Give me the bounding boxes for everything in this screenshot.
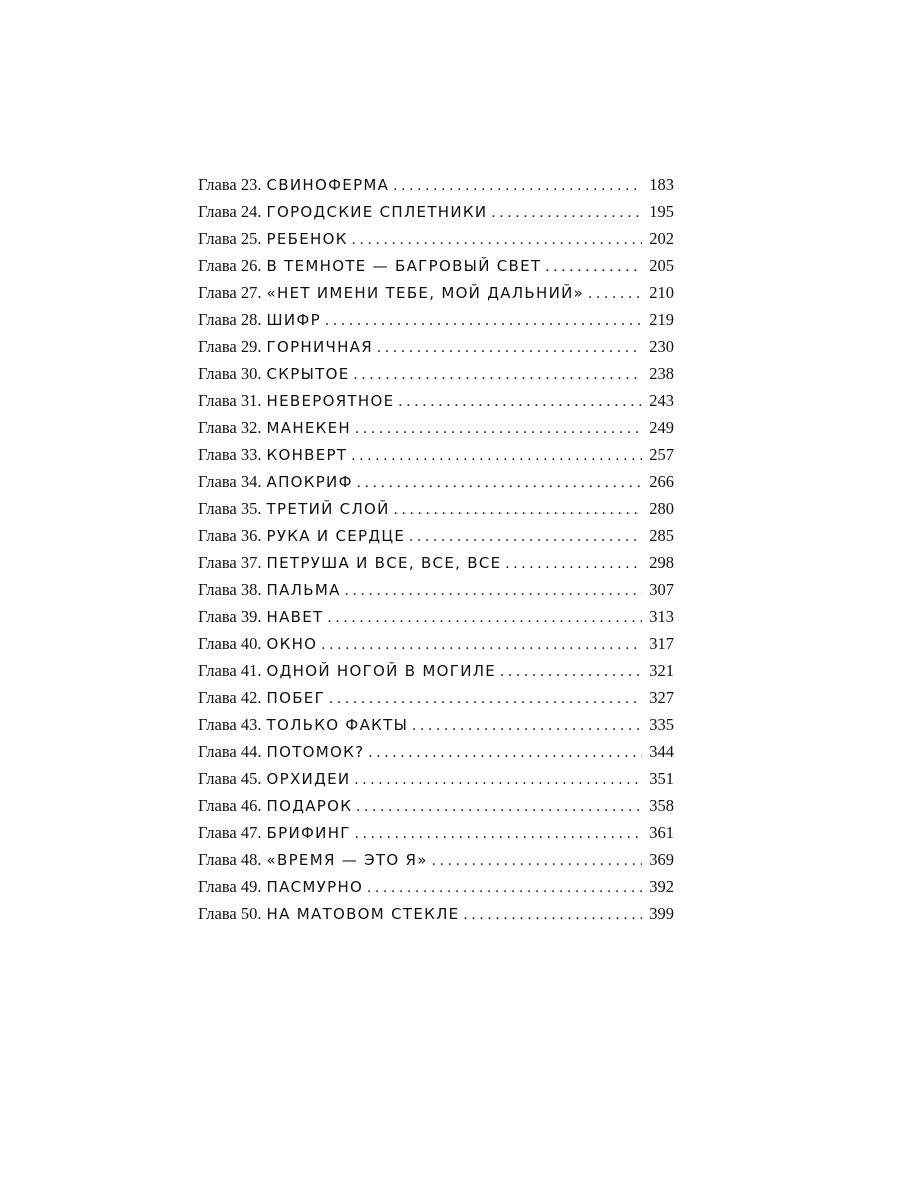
chapter-number: Глава 25. bbox=[198, 229, 262, 248]
page-number: 243 bbox=[649, 391, 674, 410]
chapter-title: ОКНО bbox=[266, 635, 318, 653]
page-number: 210 bbox=[649, 283, 674, 302]
dot-leader bbox=[328, 604, 643, 631]
chapter-number: Глава 27. bbox=[198, 283, 262, 302]
dot-leader bbox=[353, 361, 642, 388]
page-number: 183 bbox=[649, 175, 674, 194]
toc-entry[interactable] bbox=[198, 549, 674, 576]
toc-entry[interactable] bbox=[198, 522, 674, 549]
dot-leader bbox=[321, 631, 642, 658]
toc-entry[interactable] bbox=[198, 900, 674, 927]
chapter-title: НАВЕТ bbox=[266, 608, 324, 626]
toc-entry[interactable] bbox=[198, 198, 674, 225]
dot-leader bbox=[588, 280, 642, 307]
toc-entry[interactable] bbox=[198, 441, 674, 468]
chapter-title: «НЕТ ИМЕНИ ТЕБЕ, МОЙ ДАЛЬНИЙ» bbox=[266, 284, 585, 302]
page-number: 195 bbox=[649, 202, 674, 221]
page-number: 257 bbox=[649, 445, 674, 464]
toc-entry[interactable] bbox=[198, 657, 674, 684]
page-number: 219 bbox=[649, 310, 674, 329]
dot-leader bbox=[412, 712, 642, 739]
chapter-number: Глава 30. bbox=[198, 364, 262, 383]
chapter-title: РЕБЕНОК bbox=[266, 230, 348, 248]
toc-entry[interactable] bbox=[198, 603, 674, 630]
chapter-number: Глава 33. bbox=[198, 445, 262, 464]
toc-entry[interactable] bbox=[198, 306, 674, 333]
toc-entry[interactable] bbox=[198, 279, 674, 306]
dot-leader bbox=[500, 658, 642, 685]
chapter-title: ШИФР bbox=[266, 311, 321, 329]
chapter-number: Глава 40. bbox=[198, 634, 262, 653]
toc-entry[interactable] bbox=[198, 252, 674, 279]
page-number: 369 bbox=[649, 850, 674, 869]
page-number: 399 bbox=[649, 904, 674, 923]
chapter-number: Глава 45. bbox=[198, 769, 262, 788]
chapter-title: РУКА И СЕРДЦЕ bbox=[266, 527, 406, 545]
chapter-number: Глава 44. bbox=[198, 742, 262, 761]
page-number: 280 bbox=[649, 499, 674, 518]
dot-leader bbox=[394, 496, 642, 523]
page-number: 238 bbox=[649, 364, 674, 383]
page-number: 317 bbox=[649, 634, 674, 653]
page-number: 313 bbox=[649, 607, 674, 626]
page-number: 321 bbox=[649, 661, 674, 680]
page-number: 202 bbox=[649, 229, 674, 248]
page-number: 344 bbox=[649, 742, 674, 761]
chapter-title: КОНВЕРТ bbox=[266, 446, 348, 464]
page-number: 358 bbox=[649, 796, 674, 815]
toc-entry[interactable] bbox=[198, 468, 674, 495]
chapter-title: ТОЛЬКО ФАКТЫ bbox=[266, 716, 409, 734]
toc-entry[interactable] bbox=[198, 225, 674, 252]
dot-leader bbox=[352, 226, 642, 253]
chapter-number: Глава 48. bbox=[198, 850, 262, 869]
dot-leader bbox=[355, 415, 642, 442]
chapter-number: Глава 24. bbox=[198, 202, 262, 221]
dot-leader bbox=[398, 388, 642, 415]
toc-entry[interactable] bbox=[198, 765, 674, 792]
dot-leader bbox=[351, 442, 642, 469]
dot-leader bbox=[545, 253, 642, 280]
chapter-number: Глава 37. bbox=[198, 553, 262, 572]
dot-leader bbox=[409, 523, 642, 550]
chapter-number: Глава 39. bbox=[198, 607, 262, 626]
chapter-number: Глава 31. bbox=[198, 391, 262, 410]
chapter-title: НА МАТОВОМ СТЕКЛЕ bbox=[266, 905, 460, 923]
chapter-title: СВИНОФЕРМА bbox=[266, 176, 390, 194]
dot-leader bbox=[368, 739, 642, 766]
chapter-title: «ВРЕМЯ — ЭТО Я» bbox=[266, 851, 428, 869]
chapter-number: Глава 29. bbox=[198, 337, 262, 356]
dot-leader bbox=[432, 847, 642, 874]
toc-entry[interactable] bbox=[198, 171, 674, 198]
page-number: 285 bbox=[649, 526, 674, 545]
dot-leader bbox=[463, 901, 642, 928]
toc-entry[interactable] bbox=[198, 873, 674, 900]
chapter-number: Глава 38. bbox=[198, 580, 262, 599]
chapter-title: ГОРОДСКИЕ СПЛЕТНИКИ bbox=[266, 203, 488, 221]
chapter-title: ПАСМУРНО bbox=[266, 878, 364, 896]
dot-leader bbox=[354, 766, 642, 793]
chapter-number: Глава 49. bbox=[198, 877, 262, 896]
chapter-title: ПОТОМОК? bbox=[266, 743, 365, 761]
chapter-number: Глава 42. bbox=[198, 688, 262, 707]
toc-entry[interactable] bbox=[198, 684, 674, 711]
chapter-title: ПАЛЬМА bbox=[266, 581, 341, 599]
chapter-number: Глава 50. bbox=[198, 904, 262, 923]
chapter-title: ТРЕТИЙ СЛОЙ bbox=[266, 500, 390, 518]
toc-entry[interactable] bbox=[198, 414, 674, 441]
toc-entry[interactable] bbox=[198, 630, 674, 657]
chapter-title: ПЕТРУША И ВСЕ, ВСЕ, ВСЕ bbox=[266, 554, 502, 572]
page-number: 351 bbox=[649, 769, 674, 788]
page-number: 392 bbox=[649, 877, 674, 896]
dot-leader bbox=[345, 577, 642, 604]
toc-entry[interactable] bbox=[198, 360, 674, 387]
chapter-number: Глава 36. bbox=[198, 526, 262, 545]
toc-entry[interactable] bbox=[198, 846, 674, 873]
chapter-title: В ТЕМНОТЕ — БАГРОВЫЙ СВЕТ bbox=[266, 257, 542, 275]
dot-leader bbox=[491, 199, 642, 226]
chapter-number: Глава 43. bbox=[198, 715, 262, 734]
dot-leader bbox=[393, 172, 642, 199]
page-number: 205 bbox=[649, 256, 674, 275]
toc-entry[interactable] bbox=[198, 576, 674, 603]
toc-entry[interactable] bbox=[198, 819, 674, 846]
chapter-number: Глава 41. bbox=[198, 661, 262, 680]
toc-entry[interactable] bbox=[198, 387, 674, 414]
chapter-title: МАНЕКЕН bbox=[266, 419, 351, 437]
chapter-title: БРИФИНГ bbox=[266, 824, 351, 842]
page-number: 335 bbox=[649, 715, 674, 734]
chapter-title: ПОДАРОК bbox=[266, 797, 353, 815]
chapter-title: ОДНОЙ НОГОЙ В МОГИЛЕ bbox=[266, 662, 497, 680]
chapter-number: Глава 26. bbox=[198, 256, 262, 275]
dot-leader bbox=[505, 550, 642, 577]
page-number: 266 bbox=[649, 472, 674, 491]
dot-leader bbox=[329, 685, 642, 712]
table-of-contents bbox=[198, 171, 674, 927]
dot-leader bbox=[367, 874, 642, 901]
toc-entry[interactable] bbox=[198, 495, 674, 522]
chapter-number: Глава 34. bbox=[198, 472, 262, 491]
toc-entry[interactable] bbox=[198, 333, 674, 360]
dot-leader bbox=[357, 469, 642, 496]
dot-leader bbox=[355, 820, 642, 847]
chapter-title: ОРХИДЕИ bbox=[266, 770, 351, 788]
page-number: 361 bbox=[649, 823, 674, 842]
toc-entry[interactable] bbox=[198, 792, 674, 819]
chapter-title: ПОБЕГ bbox=[266, 689, 326, 707]
chapter-number: Глава 28. bbox=[198, 310, 262, 329]
chapter-number: Глава 32. bbox=[198, 418, 262, 437]
dot-leader bbox=[356, 793, 642, 820]
toc-entry[interactable] bbox=[198, 738, 674, 765]
chapter-number: Глава 35. bbox=[198, 499, 262, 518]
page-number: 298 bbox=[649, 553, 674, 572]
page-number: 249 bbox=[649, 418, 674, 437]
toc-entry[interactable] bbox=[198, 711, 674, 738]
dot-leader bbox=[377, 334, 642, 361]
chapter-number: Глава 47. bbox=[198, 823, 262, 842]
chapter-title: АПОКРИФ bbox=[266, 473, 353, 491]
page-number: 307 bbox=[649, 580, 674, 599]
chapter-title: НЕВЕРОЯТНОЕ bbox=[266, 392, 395, 410]
chapter-title: СКРЫТОЕ bbox=[266, 365, 350, 383]
dot-leader bbox=[325, 307, 642, 334]
page-number: 230 bbox=[649, 337, 674, 356]
chapter-number: Глава 23. bbox=[198, 175, 262, 194]
chapter-number: Глава 46. bbox=[198, 796, 262, 815]
page-number: 327 bbox=[649, 688, 674, 707]
chapter-title: ГОРНИЧНАЯ bbox=[266, 338, 373, 356]
